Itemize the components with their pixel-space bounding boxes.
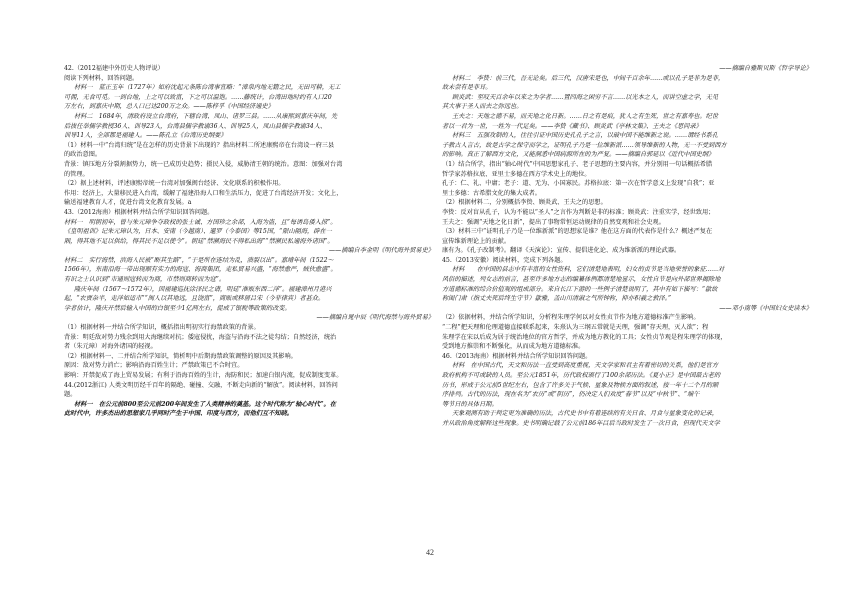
text-line: 并从政治角度解释这些现象。史书明确记载了公元前186年吕后当政时发生了一次日食，但现代天文学 — [442, 419, 720, 427]
text-line: 输送福建教育人才，促进台湾文化教育发展。a — [64, 199, 192, 207]
text-line: 材料 在中国古代，天文和历法一直受到高度重视，天文学家和君主有着密切的关系，他们是官方 — [452, 362, 719, 370]
text-line: 受到地方推崇和不断强化，从而成为地方道德标准。 — [442, 343, 585, 351]
text-line: 天象观测有助于判定更为准确的历法，古代史书中有着连续的有关日食、月食与星象变化的记录， — [452, 410, 719, 418]
text-line: 故未尝有是非耳。 — [442, 84, 492, 92]
text-line: 材料一 蓝正玉年（1727年）如府沈起元条陈台湾事宜略：“漳泉内地无籍之民，无田可耕，无工 — [74, 84, 341, 92]
text-line: 历书，形成于公元前5世纪左右，包含了许多关于气候、星象及物候方面的叙述，按一年十二个月的顺 — [442, 381, 719, 389]
text-line: 材料二 李贽：前三代，吾无论矣。后三代，汉唐宋是也，中间千百余年……或以孔子是非为是非， — [452, 74, 725, 82]
text-line: 者（朱元璋）对海外诸国的轻视。 — [64, 343, 157, 351]
text-line: 43.（2012海南）根据材料并结合所学知识回答问题。 — [64, 208, 214, 216]
text-line: 孔子：仁、礼、中庸；老子：道、无为、小国寡民。苏格拉底：第一次在哲学意义上发现“自我”；亚 — [442, 180, 715, 188]
text-line: 哲学家苏格拉底、亚里士多德在西方学术史上的地位。 — [442, 170, 591, 178]
text-line: （1）材料一中“台湾归统”是在怎样的历史背景下出现的？指出材料二所述康熙帝在台湾设一府三县 — [64, 141, 335, 149]
text-line: 顾炎武：至叹天百余年以来之为学者……置四海之困穷不言……以光本之人，而讲空虚之学，无见 — [452, 93, 719, 101]
text-line: 的政治意图。 — [64, 151, 102, 159]
text-line: 有识之士认识到“市通则寇转而为商，市禁则商转而为寇”。 — [64, 276, 226, 284]
text-line: （2）根据材料二，分别概括李贽、顾炎武、王夫之的思想。 — [442, 199, 607, 207]
text-line: 政府机构不可或缺的人员。至公元1851年，历代政权颁行了100余部历法。《夏小正》是中国最古老的 — [442, 372, 721, 379]
text-line: 康有为。《孔子改制考》。翻译《天演论》；宣传、提倡进化论、成为维新派的理论武器。 — [442, 247, 681, 255]
text-line: （2）依据材料，并结合所学知识，分析程朱理学何以对女性贞节作为地方道德标准产生影响。 — [442, 314, 700, 322]
text-line: 背景：明廷敌对势力残余到用大海继续对抗；倭寇侵扰，海盗与沿海不法之徒勾结；自然经济，统治 — [64, 333, 337, 341]
text-line: （1）结合所学，指出“轴心时代”中国思想家孔子、老子思想的主要内容，并分别用一句话概括希腊 — [442, 160, 713, 168]
text-line: 材料一 在公元前800至公元前200年间发生了人类精神的奠基。这个时代称为“轴心时代”。在 — [74, 400, 336, 408]
text-line: 隅，得其地不足以供给，得其民不足以使令”。朝廷“禁濒海民不得私出海”“禁濒民私通海外诸国”。 — [64, 237, 334, 245]
text-line: ——邓小南等《中国妇女史读本》 — [719, 304, 812, 312]
text-line: 原因：敌对势力消亡；影响沿海百姓生计；严禁政策已不合时宜。 — [64, 362, 244, 370]
text-line: “二程”把天理和伦理道德直接联系起来，朱熹认为三纲五常就是天理，强调“存天理，灭人欲”；程 — [442, 324, 709, 332]
text-line: 风俗的描述，列女志的前言，甚至许多地方志的编纂体例都清楚地显示，女性自节是向外部世界揭除地 — [442, 276, 721, 284]
text-line: 王夫之：强调“天地之化日新”，提出了事物常恒运动规律的自然变观和社会史观。 — [442, 218, 665, 226]
text-line: 背景：镇压地方分裂割据势力，统一已成历史趋势；摄民入侵，威胁清王朝的统治。意图：加强对台湾 — [64, 160, 343, 168]
text-line: ——摘编自雅斯贝斯《哲学导论》 — [719, 65, 812, 72]
text-line: （2）根据材料一、二并结合所学知识，简析明中后期海禁政策调整的原因及其影响。 — [64, 352, 297, 360]
text-line: 可佣，无食可觅。一到台地，上之可以致富，下之可以温饱。……藤统计，台湾田地时约有人口20 — [64, 93, 332, 101]
text-line: 影响：开禁促成了海上贸易发展；有利于沿海百姓的生计，海防和民；加速白银内流，促成制度变革。 — [64, 372, 343, 379]
text-line: 里士多德：古希腊文化的集大成者。 — [442, 189, 541, 197]
text-line: 的管理。 — [64, 170, 89, 178]
text-line: 材料 在中国的县志中有丰富的女性资料，它们清楚地表明，妇女的贞节是当地荣誉的象征……对 — [452, 266, 725, 274]
text-line: 者以一君为一世，一姓为一代足矣。——李贽《藏书》、顾炎武《亭林文集》、王夫之《思问录》 — [442, 122, 702, 130]
text-line: 等节日的具体日期。 — [442, 400, 498, 408]
text-line: 1566年），东南沿海一带出现顺有实力的海寇、海商集团，走私贸易兴盛，“海禁愈严，贼伙愈盛”。 — [64, 266, 337, 274]
text-line: 46.（2013海南）根据材料并结合所学知识回答问题。 — [442, 352, 592, 360]
text-line: 李贽：反对盲从孔子，认为不能以“圣人”之言作为判断是非的标准；顾炎武：注重实学，经世致用； — [442, 208, 715, 216]
text-line: 王夫之：天地之德不易，而天地之化日新。……日之有是痕，犹人之有生死，世之有嘉寿也。纪世 — [452, 112, 719, 120]
text-line: 材料三 五强攻制的人，往往引证中国历史孔孔子之言，以破中国不能维新之说。……谓经书系孔 — [452, 132, 719, 140]
text-line: 44.(2012浙江) 人类文明历经千百年的隔绝、碰撞、交融，不断走向新的“解放”。阅读材料，回答问 — [64, 381, 338, 389]
text-line: 学者估计，隆庆开禁后输入中国的白银至少1亿两左右，促成了银税等政策的改变。 — [64, 304, 291, 312]
text-line: 其大事于圣人而去之弥远也。 — [442, 103, 523, 111]
text-line: 子教古人言古，故是古学之保守而学之，证明孔子乃是一位维新派……领导维新的人物，无一不受到西方 — [442, 141, 727, 149]
text-line: 材料二 实行海禁，滨海人民被“断其生路”，“于是所在连结为乱，溃裂以出”。嘉靖年间（1522～ — [64, 256, 334, 264]
text-line: 阅读下列材料，回答问题。 — [64, 74, 139, 82]
text-line: 称闺门肃（指丈夫死后终生守节）歙雅，盖山川清淑之气所钟称，抑亦积羲之敦泽。” — [442, 295, 671, 303]
text-line: 起，“农贾杂半，走洋如适市”“闽人以其地远，且饶富”，商贩或移居吕宋（今菲律宾）者甚众。 — [64, 295, 325, 303]
text-line: 方道德标准的综合价值观的组成部分。来自长江下游的一些例子清楚说明了，其中有如下描写：“歙故 — [442, 285, 718, 293]
page-number: 42 — [426, 548, 434, 557]
text-line: 宣传维新理论上的贡献。 — [442, 237, 511, 245]
text-line: 材料一 明朝初年，曾与朱元璋争夺政权的张士诚、方国珍之余部，入海为盗，且“每诱岛倭入掠”。 — [64, 218, 337, 226]
text-line: 45.（2013安徽）阅读材料，完成下列各题。 — [442, 256, 567, 264]
text-line: 材料二 1684年，清政府设立台湾府，下辖台湾、凤山、诸罗三县。……从康熙到嘉庆年间，先 — [74, 112, 338, 120]
text-line: 朱理学在宋以后成为居于统治地位的官方哲学，并成为地方教化的工具；女性贞节观是程朱理学的体现， — [442, 333, 727, 341]
text-line: 此时代中，许多杰出的思想家几乎同时产生于中国、印度与西方，而他们互不知晓。 — [64, 410, 293, 418]
text-line: ——摘编自晁中辰《明代海禁与海外贸易》 — [316, 314, 434, 322]
text-line: （3）材料三中“证明孔子乃是一位维新派”的思想家是谁？他在这方面的代表作是什么？概述严复在 — [442, 228, 713, 236]
text-line: （2）据上述材料，评述康熙帝统一台湾对加强闽台经济、文化联系的积极作用。 — [64, 180, 285, 188]
text-line: 训导11人，全部都是福建人。——陈孔立《台湾历史纲要》 — [64, 132, 227, 140]
text-line: 的影响。真正了解西方文化，又能洞悉中国病源所在的为严复。——摘编自郭延以《近代中国史纲》 — [442, 151, 715, 159]
left-column — [64, 64, 436, 419]
text-line: 《皇明祖训》记朱元璋认为，日本、安南（今越南）、暹罗（今泰国）等15国，“限山隔海，辟在一 — [64, 228, 332, 236]
text-line: 隆庆年间（1567～1572年），因福建巡抚涂泽民之请，明廷“准贩东西二洋”。福建漳州月港兴 — [74, 285, 332, 293]
text-line: 作用：经济上，大量移民进入台湾，缓解了福建沿海人口和生活压力，促进了台湾经济开发；文化上， — [64, 189, 343, 197]
text-line: （1）根据材料一并结合所学知识，概括指出明初实行海禁政策的背景。 — [64, 324, 260, 332]
text-line: 42.（2012福建中外历史人物评说） — [64, 65, 164, 72]
right-column — [442, 64, 814, 429]
text-line: 序排列。古代的历法，现在名为“农历”或“阴历”，仍决定人们欢度“春节”以及“中秋节”、“端午 — [442, 391, 700, 399]
text-line: 题。 — [64, 391, 77, 399]
text-line: 后拔任举儒学教授36人、训导23人，台湾县儒学教谕36人、训导25人，凤山县儒学教谕34人、 — [64, 122, 327, 130]
text-line: ——摘编自李金明《明代海外贸易史》 — [328, 247, 434, 255]
text-line: 万左右，到嘉庆中期，总人口已达200万之众。——陈梓孚《中国经济通史》 — [64, 103, 274, 111]
